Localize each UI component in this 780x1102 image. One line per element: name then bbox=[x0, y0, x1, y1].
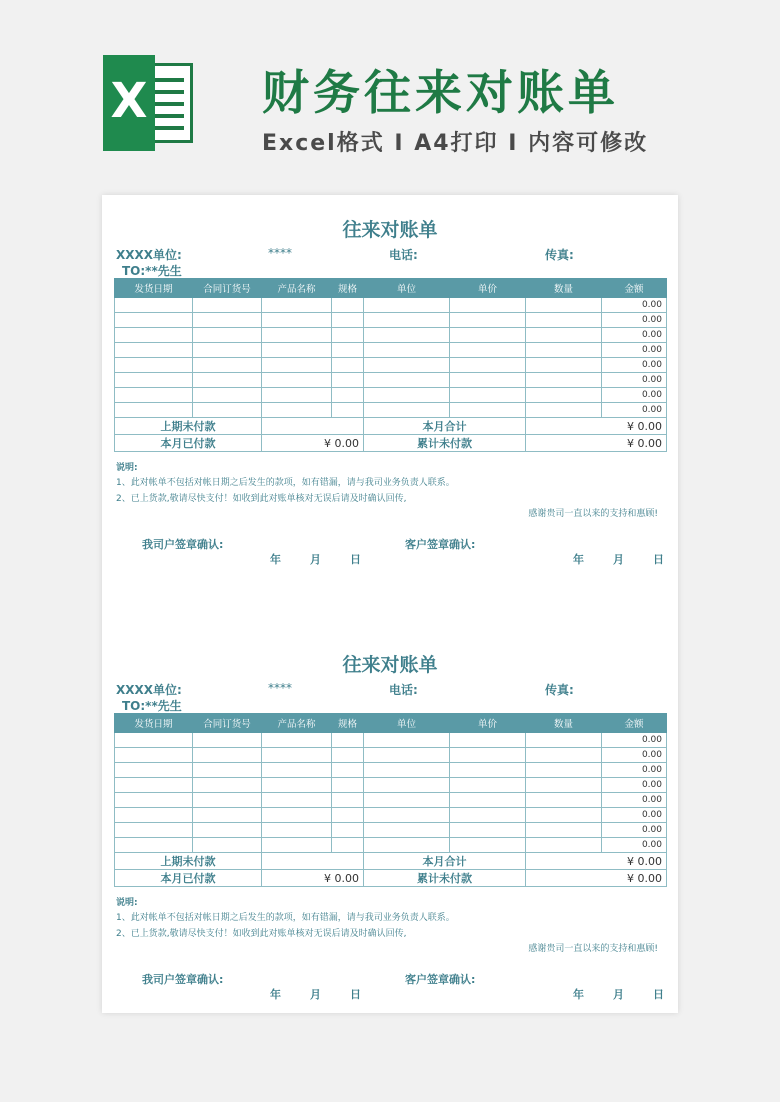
month-total-value: ¥ 0.00 bbox=[526, 853, 667, 870]
amount-cell: 0.00 bbox=[602, 778, 667, 793]
day-label: 日 bbox=[653, 988, 664, 1001]
month-paid-value: ¥ 0.00 bbox=[262, 435, 364, 452]
prev-unpaid-label: 上期未付款 bbox=[115, 418, 262, 435]
column-header: 产品名称 bbox=[262, 714, 332, 733]
amount-cell: 0.00 bbox=[602, 328, 667, 343]
unit-value: **** bbox=[268, 246, 292, 260]
summary-row bbox=[115, 418, 667, 435]
year-label: 年 bbox=[573, 988, 584, 1001]
month-label: 月 bbox=[613, 553, 624, 566]
fax-label: 传真: bbox=[545, 248, 574, 262]
column-header: 单位 bbox=[364, 279, 450, 298]
summary-row bbox=[115, 853, 667, 870]
column-header: 金额 bbox=[602, 714, 667, 733]
cumulative-unpaid-value: ¥ 0.00 bbox=[526, 435, 667, 452]
table-row bbox=[115, 838, 667, 853]
statement-sheet bbox=[102, 195, 678, 595]
note-2: 2、已上货款,敬请尽快支付！如收到此对账单核对无误后请及时确认回传, bbox=[116, 929, 407, 939]
amount-cell: 0.00 bbox=[602, 358, 667, 373]
statement-table bbox=[114, 278, 667, 452]
month-paid-label: 本月已付款 bbox=[115, 435, 262, 452]
to-label: TO:**先生 bbox=[122, 699, 182, 713]
column-header: 合同订货号 bbox=[193, 279, 262, 298]
statement-table bbox=[114, 713, 667, 887]
amount-cell: 0.00 bbox=[602, 313, 667, 328]
cumulative-unpaid-label: 累计未付款 bbox=[364, 870, 526, 887]
main-title: 财务往来对账单 bbox=[262, 66, 619, 121]
year-label: 年 bbox=[270, 988, 281, 1001]
sheet-title: 往来对账单 bbox=[342, 654, 438, 676]
summary-row bbox=[115, 870, 667, 887]
subtitle: Excel格式 I A4打印 I 内容可修改 bbox=[262, 131, 649, 156]
client-sign-label: 客户签章确认: bbox=[405, 973, 476, 986]
table-row bbox=[115, 793, 667, 808]
day-label: 日 bbox=[653, 553, 664, 566]
month-total-label: 本月合计 bbox=[364, 418, 526, 435]
amount-cell: 0.00 bbox=[602, 373, 667, 388]
column-header: 金额 bbox=[602, 279, 667, 298]
table-row bbox=[115, 373, 667, 388]
header-banner bbox=[0, 0, 780, 190]
table-row bbox=[115, 298, 667, 313]
column-header: 数量 bbox=[526, 279, 602, 298]
day-label: 日 bbox=[350, 553, 361, 566]
column-header: 发货日期 bbox=[115, 714, 193, 733]
column-header: 单位 bbox=[364, 714, 450, 733]
notes-title: 说明: bbox=[116, 898, 138, 908]
amount-cell: 0.00 bbox=[602, 388, 667, 403]
column-header: 单价 bbox=[450, 714, 526, 733]
document-page bbox=[102, 195, 678, 1013]
sheet-title: 往来对账单 bbox=[342, 219, 438, 241]
column-header: 规格 bbox=[332, 279, 364, 298]
cumulative-unpaid-value: ¥ 0.00 bbox=[526, 870, 667, 887]
table-row bbox=[115, 358, 667, 373]
amount-cell: 0.00 bbox=[602, 808, 667, 823]
table-row bbox=[115, 403, 667, 418]
note-2: 2、已上货款,敬请尽快支付！如收到此对账单核对无误后请及时确认回传, bbox=[116, 494, 407, 504]
excel-icon-letter: X bbox=[110, 73, 148, 129]
prev-unpaid-label: 上期未付款 bbox=[115, 853, 262, 870]
table-row bbox=[115, 823, 667, 838]
amount-cell: 0.00 bbox=[602, 733, 667, 748]
phone-label: 电话: bbox=[389, 683, 418, 697]
client-sign-label: 客户签章确认: bbox=[405, 538, 476, 551]
thanks-text: 感谢贵司一直以来的支持和惠顾! bbox=[528, 944, 658, 954]
thanks-text: 感谢贵司一直以来的支持和惠顾! bbox=[528, 509, 658, 519]
amount-cell: 0.00 bbox=[602, 298, 667, 313]
table-row bbox=[115, 343, 667, 358]
our-sign-label: 我司户签章确认: bbox=[142, 538, 224, 551]
column-header: 单价 bbox=[450, 279, 526, 298]
table-row bbox=[115, 778, 667, 793]
month-paid-value: ¥ 0.00 bbox=[262, 870, 364, 887]
table-row bbox=[115, 313, 667, 328]
month-label: 月 bbox=[613, 988, 624, 1001]
amount-cell: 0.00 bbox=[602, 343, 667, 358]
column-header: 产品名称 bbox=[262, 279, 332, 298]
day-label: 日 bbox=[350, 988, 361, 1001]
year-label: 年 bbox=[270, 553, 281, 566]
table-row bbox=[115, 388, 667, 403]
table-row bbox=[115, 733, 667, 748]
column-header: 发货日期 bbox=[115, 279, 193, 298]
table-row bbox=[115, 808, 667, 823]
table-row bbox=[115, 328, 667, 343]
amount-cell: 0.00 bbox=[602, 403, 667, 418]
phone-label: 电话: bbox=[389, 248, 418, 262]
notes-title: 说明: bbox=[116, 463, 138, 473]
year-label: 年 bbox=[573, 553, 584, 566]
table-row bbox=[115, 763, 667, 778]
table-header-row bbox=[115, 714, 667, 733]
note-1: 1、此对帐单不包括对帐日期之后发生的款项，如有错漏，请与我司业务负责人联系。 bbox=[116, 913, 455, 923]
month-label: 月 bbox=[310, 553, 321, 566]
amount-cell: 0.00 bbox=[602, 763, 667, 778]
fax-label: 传真: bbox=[545, 683, 574, 697]
our-sign-label: 我司户签章确认: bbox=[142, 973, 224, 986]
month-paid-label: 本月已付款 bbox=[115, 870, 262, 887]
month-label: 月 bbox=[310, 988, 321, 1001]
month-total-label: 本月合计 bbox=[364, 853, 526, 870]
table-row bbox=[115, 748, 667, 763]
amount-cell: 0.00 bbox=[602, 793, 667, 808]
cumulative-unpaid-label: 累计未付款 bbox=[364, 435, 526, 452]
column-header: 规格 bbox=[332, 714, 364, 733]
to-label: TO:**先生 bbox=[122, 264, 182, 278]
column-header: 数量 bbox=[526, 714, 602, 733]
summary-row bbox=[115, 435, 667, 452]
unit-label: XXXX单位: bbox=[116, 248, 182, 262]
amount-cell: 0.00 bbox=[602, 748, 667, 763]
amount-cell: 0.00 bbox=[602, 838, 667, 853]
note-1: 1、此对帐单不包括对帐日期之后发生的款项，如有错漏，请与我司业务负责人联系。 bbox=[116, 478, 455, 488]
excel-icon bbox=[103, 55, 193, 151]
statement-sheet bbox=[102, 630, 678, 1030]
column-header: 合同订货号 bbox=[193, 714, 262, 733]
unit-label: XXXX单位: bbox=[116, 683, 182, 697]
unit-value: **** bbox=[268, 681, 292, 695]
amount-cell: 0.00 bbox=[602, 823, 667, 838]
table-header-row bbox=[115, 279, 667, 298]
month-total-value: ¥ 0.00 bbox=[526, 418, 667, 435]
